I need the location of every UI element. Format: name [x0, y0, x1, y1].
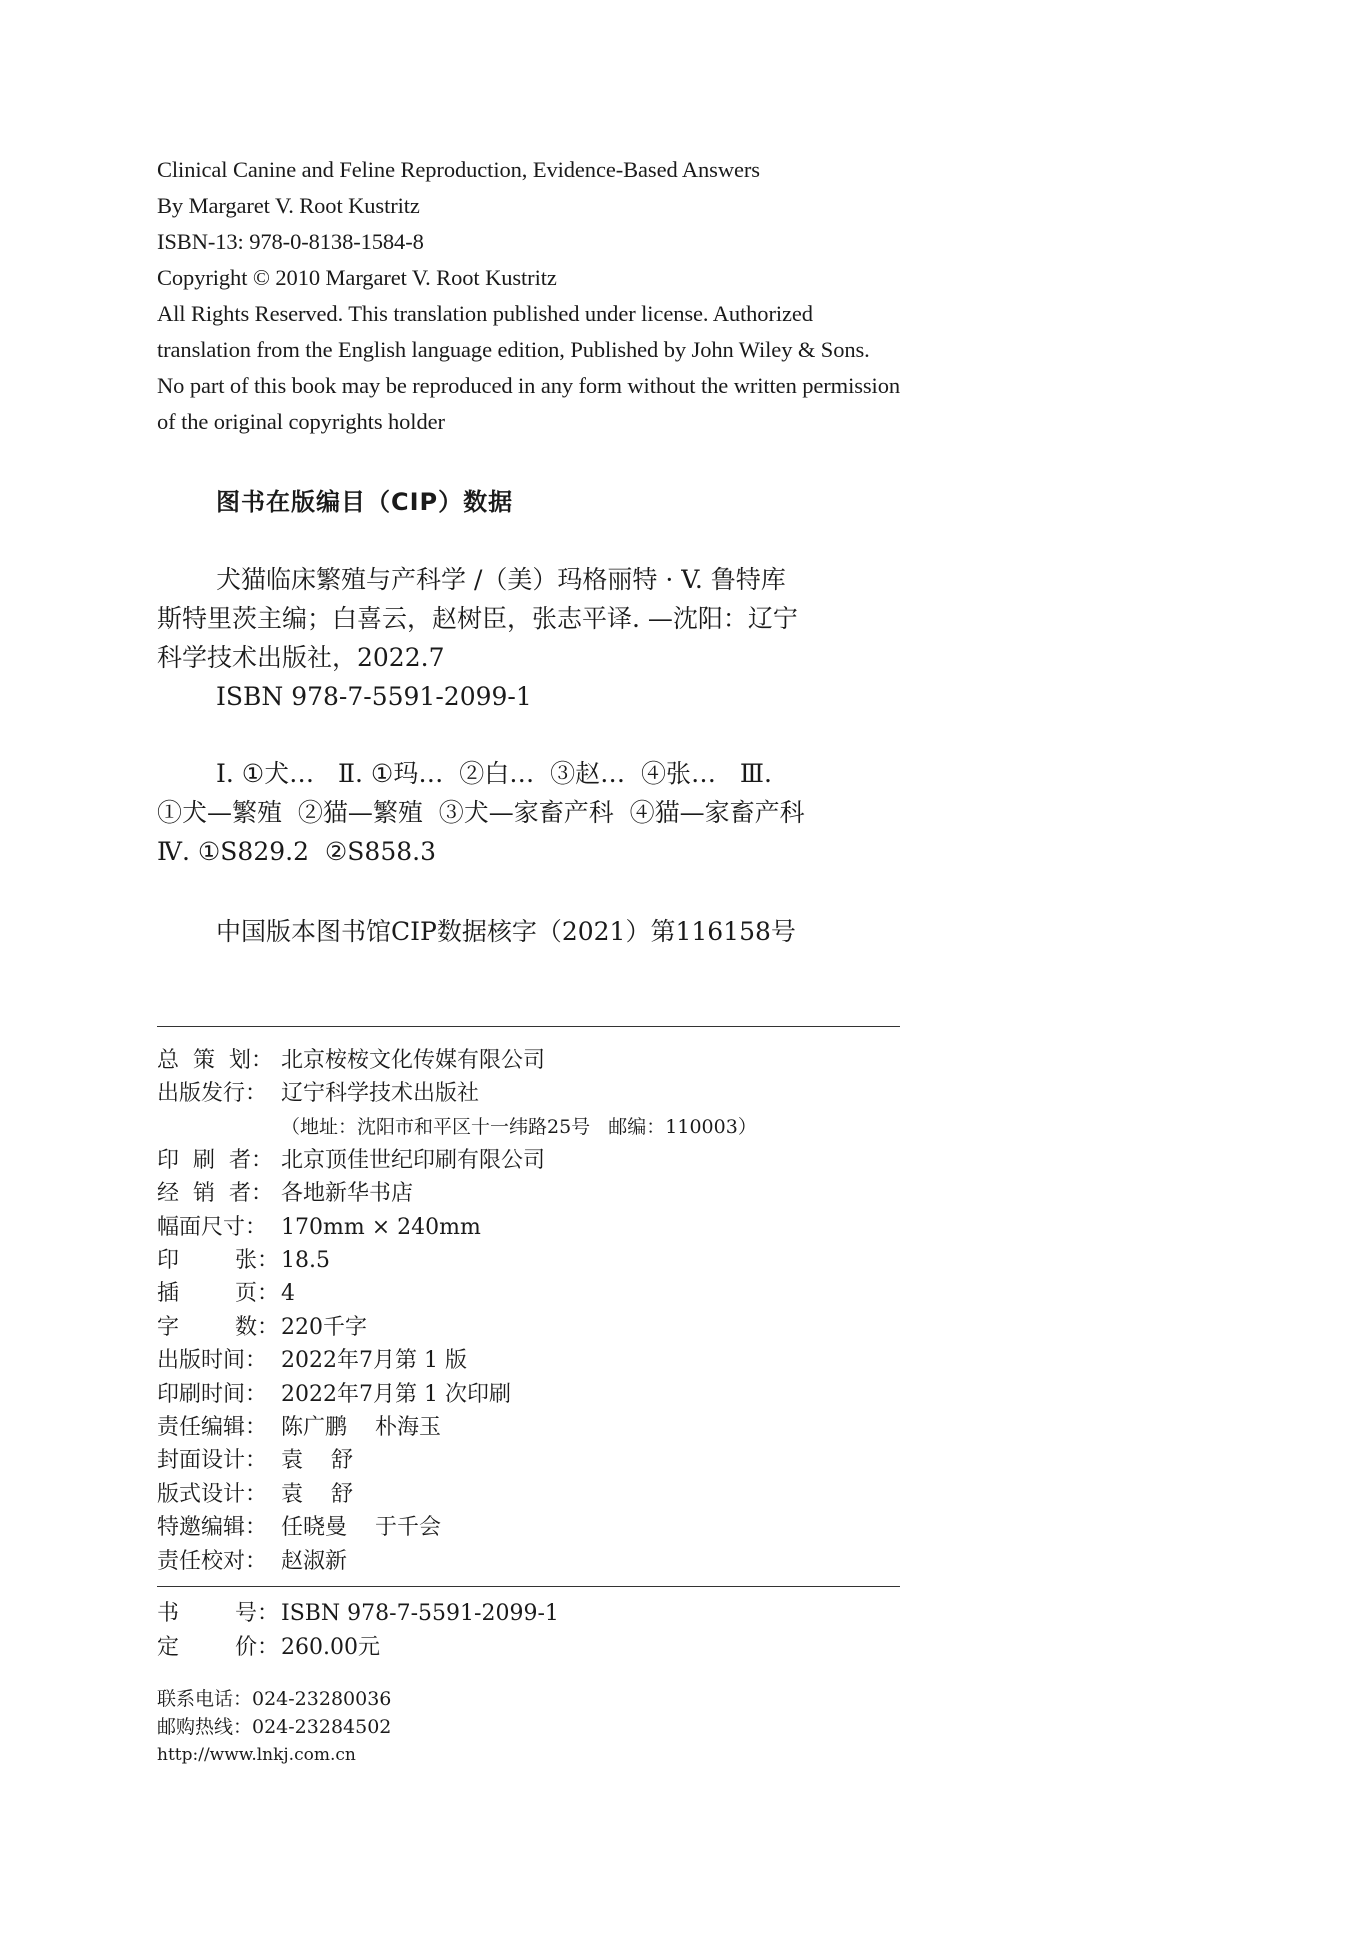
- info-label: 封面设计：: [157, 1448, 268, 1474]
- info-value: 2022年7月第 1 次印刷: [281, 1381, 511, 1407]
- cip-subject-line: Ⅳ. ①S829.2 ②S858.3: [157, 837, 436, 866]
- info-label: 特邀编辑：: [157, 1515, 268, 1541]
- info-row-cover-design: [157, 1444, 897, 1477]
- info-label: 出版时间：: [157, 1348, 268, 1374]
- info-row-sheets: [157, 1244, 897, 1277]
- info-value: 170mm × 240mm: [281, 1214, 481, 1240]
- publisher-address: （地址：沈阳市和平区十一纬路25号 邮编：110003）: [281, 1115, 757, 1138]
- info-value: 220千字: [281, 1314, 367, 1340]
- info-row-guest-editors: [157, 1511, 897, 1544]
- info-value: 各地新华书店: [281, 1181, 414, 1207]
- info-label: 总 策 划：: [157, 1048, 273, 1073]
- copyright-notice: Copyright © 2010 Margaret V. Root Kustritz: [157, 265, 557, 290]
- info-value: 北京顶佳世纪印刷有限公司: [281, 1147, 546, 1173]
- price-label: 定 价：: [157, 1635, 279, 1660]
- license-line-3: No part of this book may be reproduced in any form without the written permission: [157, 373, 900, 398]
- cip-heading: 图书在版编目（CIP）数据: [216, 488, 514, 516]
- info-value: 北京桉桉文化传媒有限公司: [281, 1048, 546, 1073]
- info-label: 责任校对：: [157, 1548, 268, 1574]
- info-value: 袁 舒: [281, 1481, 353, 1507]
- license-line-4: of the original copyrights holder: [157, 409, 445, 434]
- info-row-editors: [157, 1411, 897, 1444]
- info-row-planner: [157, 1044, 897, 1077]
- info-value: 任晓曼 于千会: [281, 1515, 441, 1541]
- original-isbn: ISBN-13: 978-0-8138-1584-8: [157, 229, 424, 254]
- info-row-wordcount: [157, 1311, 897, 1344]
- info-row-printer: [157, 1144, 897, 1177]
- info-label: 印刷时间：: [157, 1381, 268, 1407]
- info-value: 18.5: [281, 1248, 330, 1274]
- license-line-2: translation from the English language edition, Published by John Wiley & Sons.: [157, 337, 870, 362]
- info-label: 印 刷 者：: [157, 1147, 273, 1173]
- contact-info: [157, 1685, 391, 1769]
- info-value: 袁 舒: [281, 1448, 353, 1474]
- info-row-inserts: [157, 1277, 897, 1310]
- cip-isbn: ISBN 978-7-5591-2099-1: [216, 682, 532, 711]
- info-label: 字 数：: [157, 1314, 279, 1340]
- book-number-price: [157, 1597, 897, 1665]
- info-label: 印 张：: [157, 1248, 279, 1274]
- cip-entry-line: 犬猫临床繁殖与产科学 /（美）玛格丽特 · V. 鲁特库: [216, 565, 786, 594]
- cip-subject-line: ①犬—繁殖 ②猫—繁殖 ③犬—家畜产科 ④猫—家畜产科: [157, 798, 805, 827]
- cip-number: 中国版本图书馆CIP数据核字（2021）第116158号: [216, 917, 796, 946]
- price-row: [157, 1631, 897, 1665]
- mail-order-hotline: 邮购热线：024-23284502: [157, 1716, 392, 1738]
- divider-top: [157, 1026, 900, 1027]
- info-label: 幅面尺寸：: [157, 1214, 268, 1240]
- info-value: 陈广鹏 朴海玉: [281, 1415, 441, 1441]
- info-label: 经 销 者：: [157, 1181, 273, 1207]
- license-line-1: All Rights Reserved. This translation published under license. Authorized: [157, 301, 813, 326]
- cip-entry-line: 科学技术出版社，2022.7: [157, 643, 445, 672]
- cip-entry: [157, 560, 896, 871]
- info-row-layout-design: [157, 1478, 897, 1511]
- book-number-row: [157, 1597, 897, 1631]
- cip-subject-line: Ⅰ. ①犬… Ⅱ. ①玛… ②白… ③赵… ④张… Ⅲ.: [216, 759, 772, 788]
- cip-entry-line: 斯特里茨主编；白喜云，赵树臣，张志平译. —沈阳：辽宁: [157, 604, 798, 633]
- info-row-print-date: [157, 1378, 897, 1411]
- info-value: 2022年7月第 1 版: [281, 1348, 467, 1374]
- info-label: 版式设计：: [157, 1481, 268, 1507]
- info-row-proofreader: [157, 1545, 897, 1578]
- info-label: 插 页：: [157, 1281, 279, 1307]
- info-label: 出版发行：: [157, 1081, 268, 1107]
- info-row-format: [157, 1211, 897, 1244]
- divider-bottom: [157, 1586, 900, 1587]
- book-number-label: 书 号：: [157, 1601, 279, 1626]
- info-value: 辽宁科学技术出版社: [281, 1081, 480, 1107]
- info-row-distributor: [157, 1177, 897, 1210]
- info-value: 4: [281, 1281, 295, 1307]
- english-copyright-block: [157, 152, 1037, 440]
- info-row-publisher: [157, 1077, 897, 1110]
- website-link[interactable]: http://www.lnkj.com.cn: [157, 1745, 356, 1765]
- publication-info: [157, 1044, 897, 1578]
- book-number-value: ISBN 978-7-5591-2099-1: [281, 1601, 559, 1626]
- info-label: 责任编辑：: [157, 1415, 268, 1441]
- contact-phone: 联系电话：024-23280036: [157, 1688, 392, 1710]
- info-value: 赵淑新: [281, 1548, 348, 1574]
- original-title: Clinical Canine and Feline Reproduction, Evidence-Based Answers: [157, 157, 760, 182]
- original-author: By Margaret V. Root Kustritz: [157, 193, 420, 218]
- price-value: 260.00元: [281, 1635, 380, 1660]
- info-row-publish-date: [157, 1344, 897, 1377]
